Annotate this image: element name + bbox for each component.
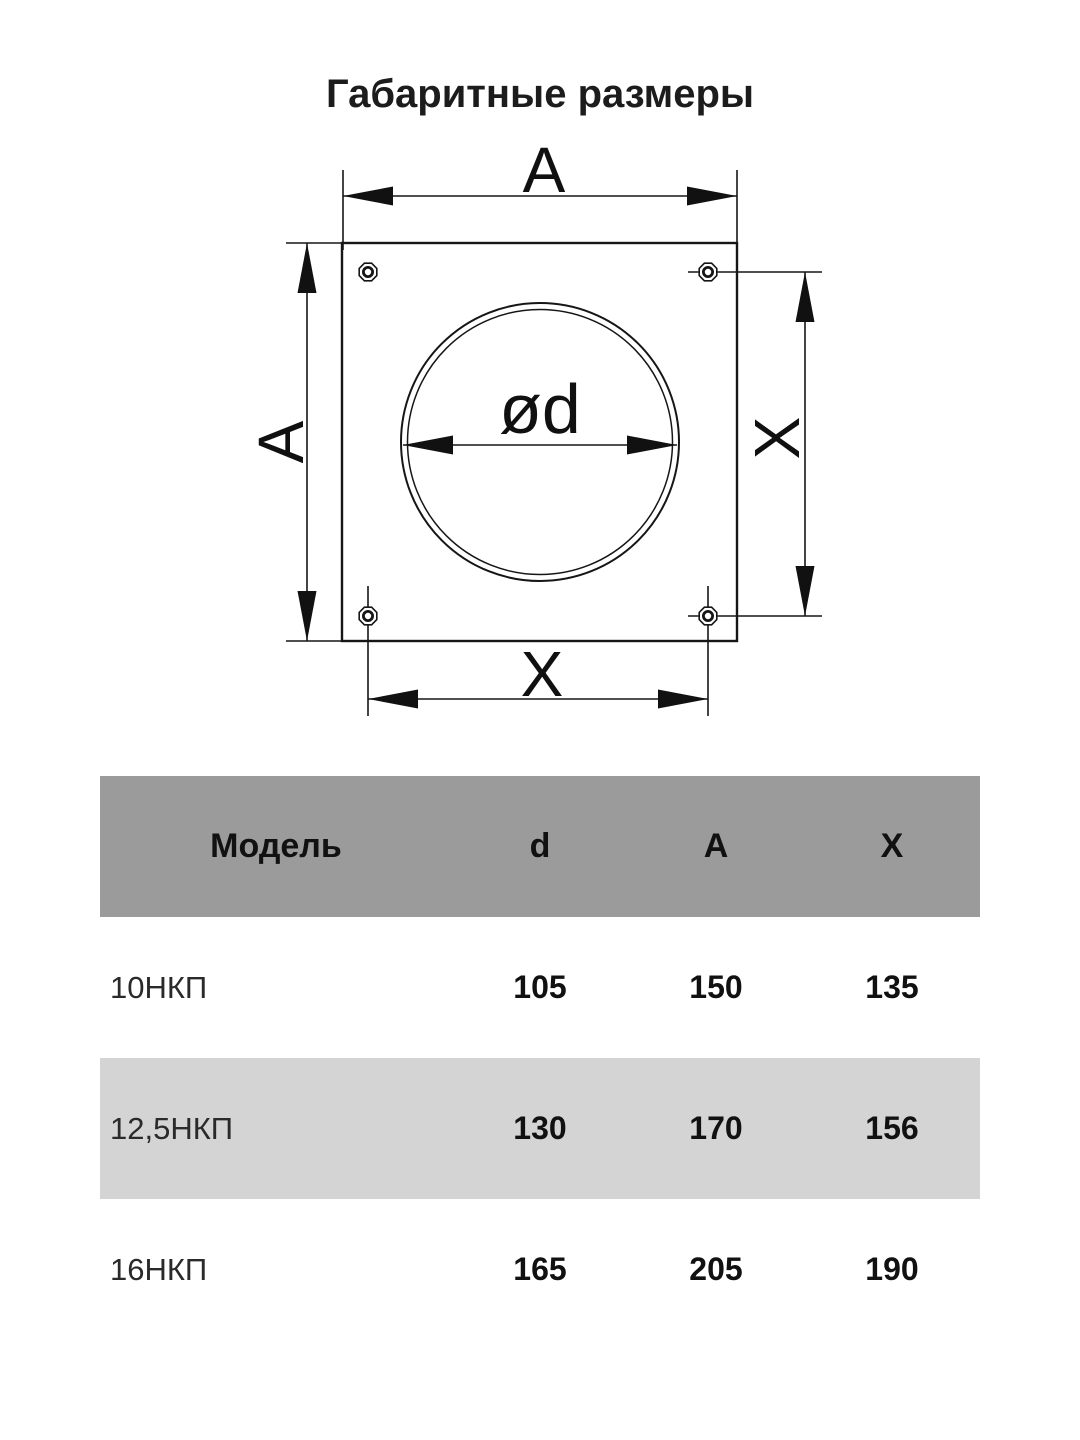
model-name: 16НКП — [110, 1251, 208, 1287]
table-row-10nkp — [100, 917, 980, 1058]
column-header-model: Модель — [210, 827, 342, 865]
screw-bottom-right — [699, 607, 717, 625]
label-a-top: A — [522, 134, 566, 206]
table-header-row — [100, 776, 980, 917]
table-row-16nkp — [100, 1199, 980, 1340]
arrowhead-left — [368, 690, 418, 709]
label-x-bottom: X — [520, 638, 564, 710]
label-x-right: X — [741, 416, 813, 460]
arrowhead-right — [658, 690, 708, 709]
screw-bottom-left — [359, 607, 377, 625]
value-a: 205 — [689, 1251, 743, 1287]
model-name: 10НКП — [110, 969, 208, 1005]
column-header-a: A — [703, 827, 729, 865]
value-d: 105 — [513, 969, 567, 1005]
arrowhead-down — [298, 591, 317, 641]
value-x: 190 — [865, 1251, 919, 1287]
page-title: Габаритные размеры — [325, 72, 755, 116]
screw-top-left — [359, 263, 377, 281]
label-a-left: A — [245, 420, 317, 464]
arrowhead-down — [796, 566, 815, 616]
value-a: 150 — [689, 969, 743, 1005]
screw-top-right — [699, 263, 717, 281]
arrowhead-right — [687, 187, 737, 206]
label-diameter: ød — [499, 370, 581, 448]
arrowhead-up — [796, 272, 815, 322]
dimensions-table — [100, 776, 980, 1340]
value-x: 135 — [865, 969, 919, 1005]
value-a: 170 — [689, 1110, 743, 1146]
model-name: 12,5НКП — [110, 1110, 234, 1146]
arrowhead-up — [298, 243, 317, 293]
value-d: 165 — [513, 1251, 567, 1287]
value-d: 130 — [513, 1110, 567, 1146]
arrowhead-left — [343, 187, 393, 206]
table-row-125nkp — [100, 1058, 980, 1199]
value-x: 156 — [865, 1110, 919, 1146]
dimensional-drawing — [0, 130, 1080, 780]
column-header-d: d — [529, 827, 551, 865]
column-header-x: X — [880, 827, 904, 865]
